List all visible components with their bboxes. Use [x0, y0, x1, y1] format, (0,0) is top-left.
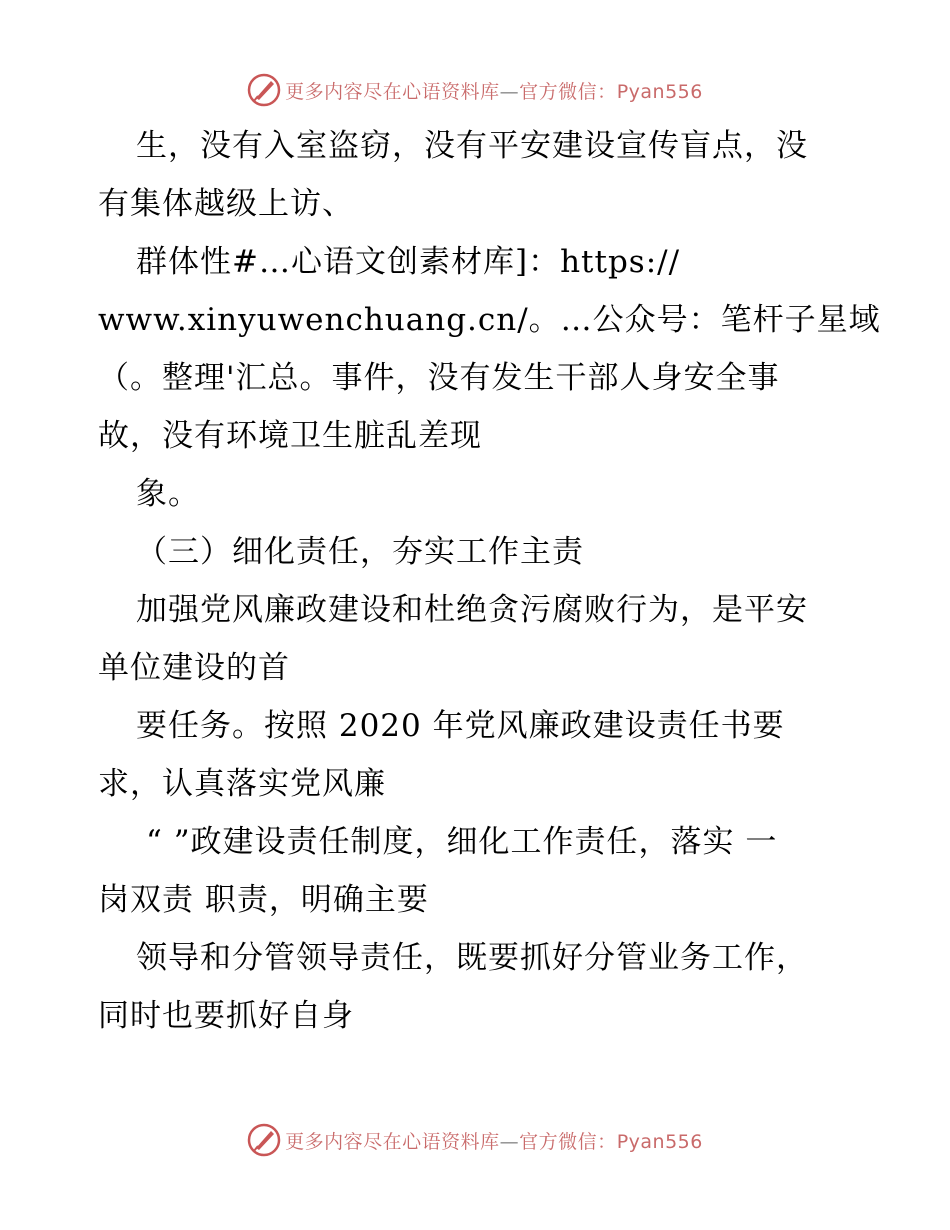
body-line: www.xinyuwenchuang.cn/。…公众号：笔杆子星域 — [98, 302, 881, 338]
section-heading: （三）细化责任，夯实工作主责 — [136, 534, 584, 570]
banner-wechat-label: 官方微信： — [519, 80, 617, 103]
body-line: 领导和分管领导责任，既要抓好分管业务工作， — [136, 940, 808, 976]
body-line: 加强党风廉政建设和杜绝贪污腐败行为，是平安 — [136, 592, 808, 628]
body-line: 同时也要抓好自身 — [98, 998, 354, 1034]
banner-text — [285, 77, 703, 104]
body-line: 故，没有环境卫生脏乱差现 — [98, 418, 482, 454]
body-line: “ ”政建设责任制度，细化工作责任，落实 一 — [146, 824, 778, 860]
body-line: 群体性#…心语文创素材库]：https:// — [136, 244, 681, 280]
banner-wechat-label: 官方微信： — [519, 1130, 617, 1153]
banner-title: 更多内容尽在心语资料库 — [285, 1130, 500, 1153]
body-line: 岗双责 职责，明确主要 — [98, 882, 429, 918]
body-line: 象。 — [136, 476, 200, 512]
body-line: （。整理'汇总。事件，没有发生干部人身安全事 — [98, 360, 780, 396]
banner-handle: Pyan556 — [616, 1130, 703, 1153]
banner-separator: — — [499, 80, 520, 103]
body-line: 生，没有入室盗窃，没有平安建设宣传盲点，没 — [136, 128, 808, 164]
footer-banner — [0, 1122, 950, 1158]
quill-logo-icon — [247, 1123, 281, 1157]
banner-title: 更多内容尽在心语资料库 — [285, 80, 500, 103]
header-banner — [0, 72, 950, 108]
quill-logo-icon — [247, 73, 281, 107]
body-line: 求，认真落实党风廉 — [98, 766, 386, 802]
body-line: 单位建设的首 — [98, 650, 290, 686]
body-line: 有集体越级上访、 — [98, 186, 354, 222]
banner-handle: Pyan556 — [616, 80, 703, 103]
body-line: 要任务。按照 2020 年党风廉政建设责任书要 — [136, 708, 785, 744]
banner-text — [285, 1127, 703, 1154]
banner-separator: — — [499, 1130, 520, 1153]
